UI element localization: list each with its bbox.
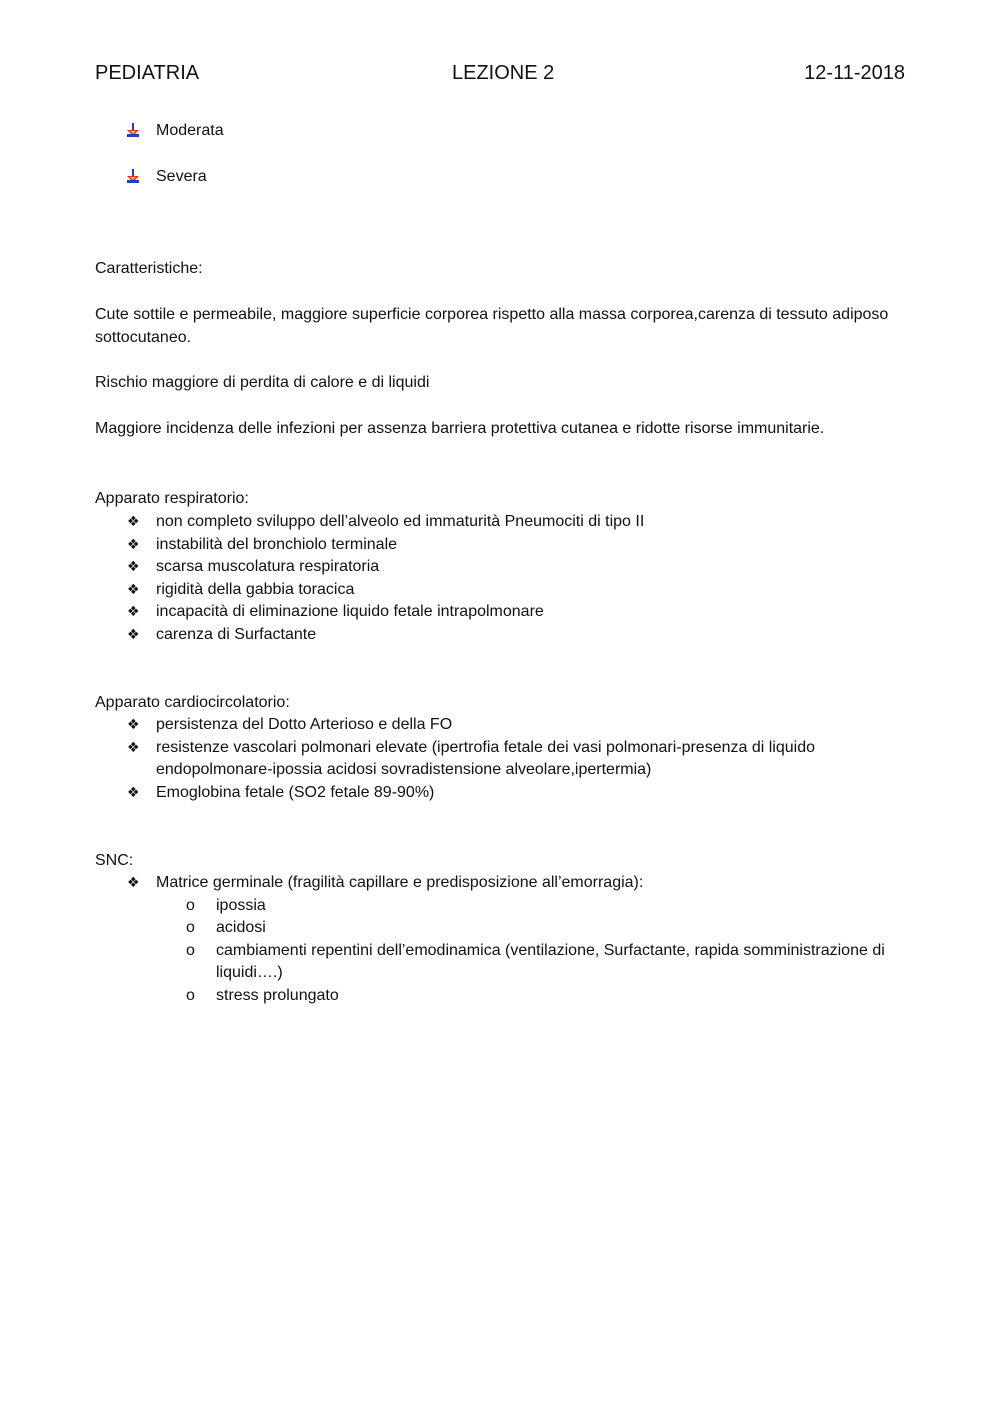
list-item [127, 534, 887, 557]
diamond-bullet-icon: ❖ [127, 581, 140, 598]
paragraph-text: Rischio maggiore di perdita di calore e di liquidi [95, 374, 430, 391]
cardiocircolatorio-list [127, 714, 887, 804]
arrow-bullet-icon [127, 123, 139, 137]
sublist-item-text: ipossia [216, 896, 266, 914]
sublist-item-text: stress prolungato [216, 986, 339, 1004]
caratteristiche-section [95, 258, 905, 281]
list-item-text: resistenze vascolari polmonari elevate (ipertrofia fetale dei vasi polmonari-presenza di liquido endopolmonare-ipossia acidosi sovradistensione alveolare,ipertermia) [156, 738, 815, 778]
snc-list [127, 872, 887, 1007]
list-item [127, 601, 887, 624]
list-item-text: Emoglobina fetale (SO2 fetale 89-90%) [156, 783, 435, 801]
sublist-item [186, 917, 887, 940]
list-item [127, 872, 887, 1007]
list-item [127, 511, 887, 534]
diamond-bullet-icon: ❖ [127, 739, 140, 756]
list-item-text: rigidità della gabbia toracica [156, 580, 355, 598]
list-item-text: non completo sviluppo dell’alveolo ed immaturità Pneumociti di tipo II [156, 513, 645, 530]
respiratorio-list [127, 511, 887, 646]
diamond-bullet-icon: ❖ [127, 875, 140, 891]
list-item [127, 714, 887, 737]
list-item-text: scarsa muscolatura respiratoria [156, 558, 380, 575]
header-subject: PEDIATRIA [95, 62, 200, 84]
list-item [127, 782, 887, 805]
list-item-text: carenza di Surfactante [156, 625, 317, 643]
list-item-text: Matrice germinale (fragilità capillare e predisposizione all’emorragia): [156, 874, 644, 891]
diamond-bullet-icon: ❖ [127, 626, 140, 643]
sublist-item-text: cambiamenti repentini dell’emodinamica (ventilazione, Surfactante, rapida somministrazione di liquidi….) [216, 941, 885, 981]
list-item-text: instabilità del bronchiolo terminale [156, 535, 398, 553]
sublist-item [186, 940, 887, 985]
diamond-bullet-icon: ❖ [127, 717, 140, 733]
diamond-bullet-icon: ❖ [127, 559, 140, 575]
diamond-bullet-icon: ❖ [127, 784, 140, 801]
list-item [127, 556, 887, 579]
list-item [127, 737, 887, 782]
sublist-item [186, 985, 887, 1008]
header-lesson: LEZIONE 2 [452, 62, 555, 84]
section-title: Caratteristiche: [95, 260, 203, 277]
paragraph-text: Cute sottile e permeabile, maggiore superficie corporea rispetto alla massa corporea,carenza di tessuto adiposo sottocutaneo. [95, 306, 889, 346]
snc-sublist [156, 895, 887, 1008]
header-date: 12-11-2018 [804, 62, 905, 84]
cardiocircolatorio-title: Apparato cardiocircolatorio: [95, 694, 290, 711]
page-header [95, 62, 905, 88]
snc-title: SNC: [95, 852, 134, 869]
paragraph [95, 418, 905, 441]
circle-bullet-icon: o [186, 919, 195, 936]
paragraph-text: Maggiore incidenza delle infezioni per assenza barriera protettiva cutanea e ridotte risorse immunitarie. [95, 420, 825, 437]
severity-label: Moderata [156, 122, 224, 139]
list-item-text: incapacità di eliminazione liquido fetale intrapolmonare [156, 603, 544, 620]
circle-bullet-icon: o [186, 896, 195, 914]
diamond-bullet-icon: ❖ [127, 514, 140, 530]
paragraph [95, 372, 905, 395]
respiratorio-title: Apparato respiratorio: [95, 490, 249, 507]
diamond-bullet-icon: ❖ [127, 604, 140, 620]
diamond-bullet-icon: ❖ [127, 536, 140, 553]
severity-label: Severa [156, 168, 207, 185]
sublist-item [186, 895, 887, 918]
circle-bullet-icon: o [186, 986, 195, 1004]
list-item-text: persistenza del Dotto Arterioso e della FO [156, 716, 453, 733]
list-item [127, 579, 887, 602]
circle-bullet-icon: o [186, 941, 195, 959]
sublist-item-text: acidosi [216, 919, 266, 936]
arrow-bullet-icon [127, 169, 139, 183]
paragraph [95, 304, 905, 349]
list-item [127, 624, 887, 647]
